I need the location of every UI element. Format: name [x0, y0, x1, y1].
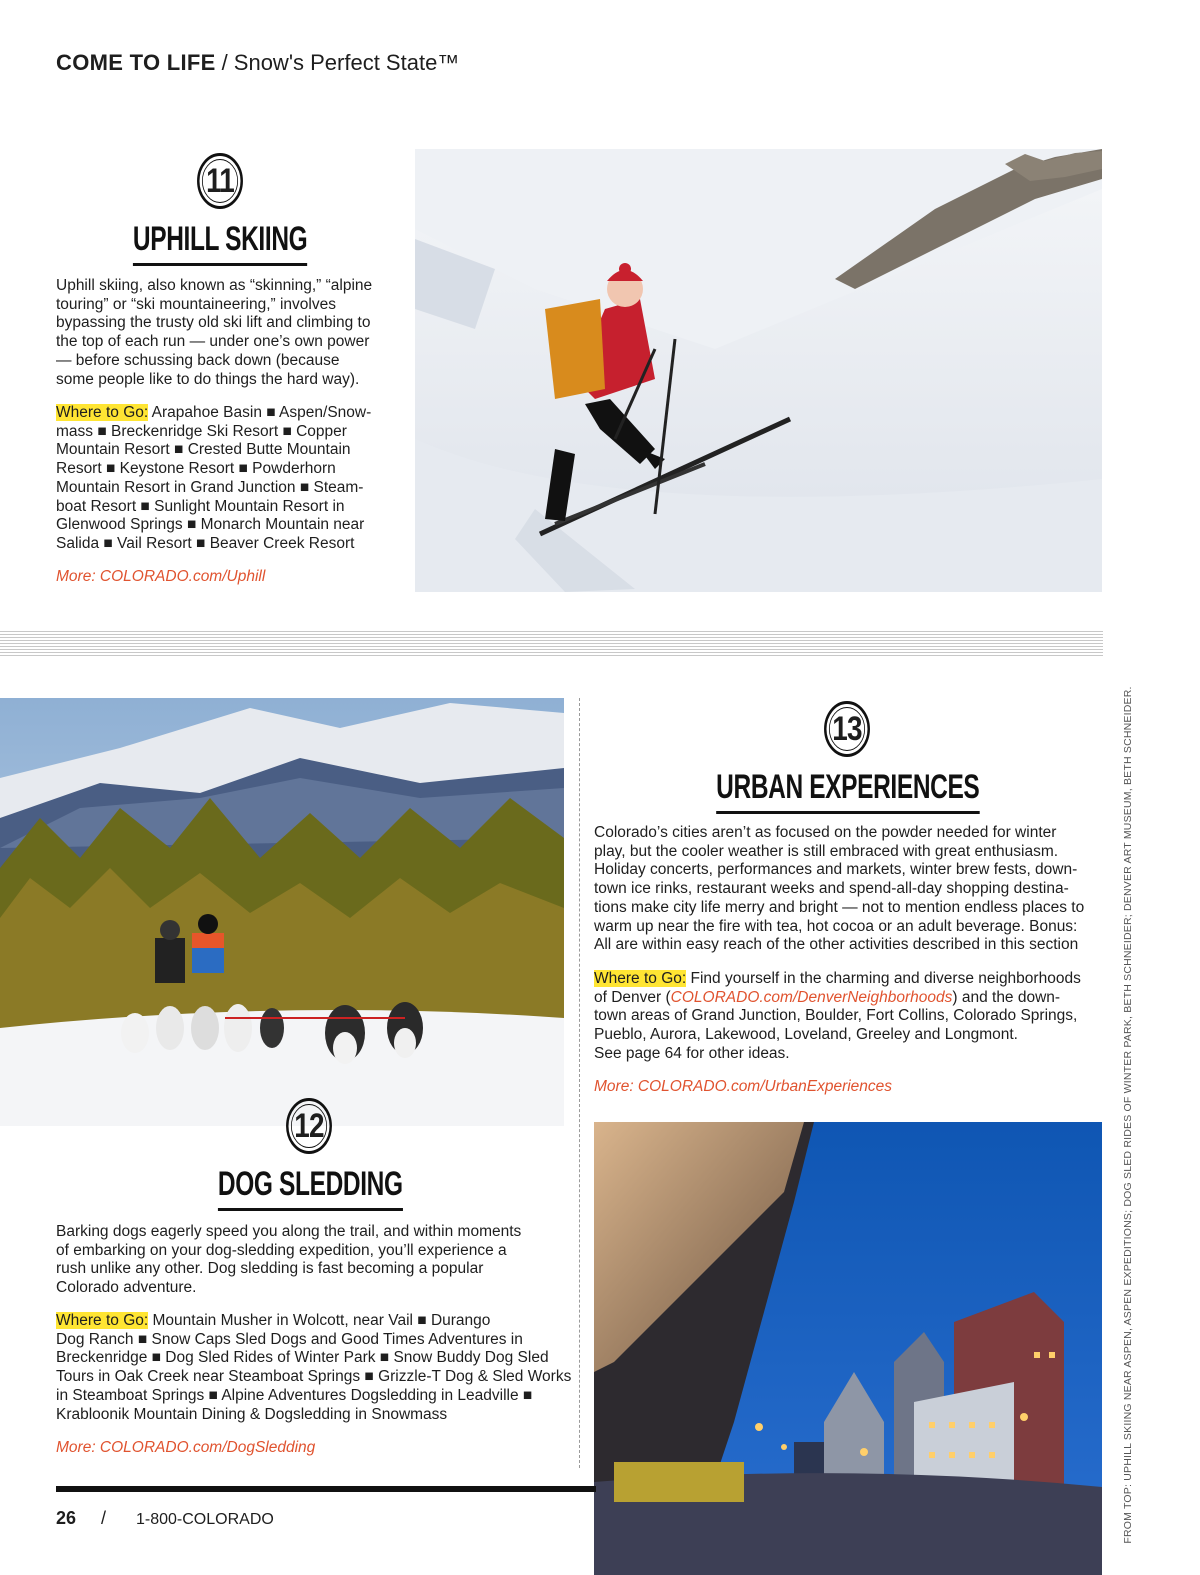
- uphill-skiing-photo: [415, 149, 1102, 592]
- where-line: Pueblo, Aurora, Lakewood, Loveland, Greeley and Longmont.: [594, 1026, 1018, 1044]
- dog-more-link[interactable]: More: COLORADO.com/DogSledding: [56, 1439, 316, 1456]
- where-line: Salida ■ Vail Resort ■ Beaver Creek Resort: [56, 534, 355, 552]
- where-line: Mountain Resort in Grand Junction ■ Steam-: [56, 478, 364, 496]
- where-to-go-label: Where to Go:: [594, 970, 687, 987]
- body-line: Colorado’s cities aren’t as focused on the powder needed for winter: [594, 824, 1057, 841]
- where-line: See page 64 for other ideas.: [594, 1044, 790, 1062]
- section-number: 13: [832, 709, 862, 748]
- where-to-go-label: Where to Go:: [56, 404, 149, 421]
- denver-neighborhoods-link[interactable]: COLORADO.com/DenverNeighborhoods: [670, 988, 953, 1006]
- page-number: 26: [56, 1508, 77, 1528]
- where-line: Krabloonik Mountain Dining & Dogsledding in Snowmass: [56, 1405, 448, 1423]
- body-line: play, but the cooler weather is still embraced with great enthusiasm.: [594, 842, 1059, 860]
- section-title: DOG SLEDDING: [218, 1165, 403, 1211]
- body-line: warm up near the fire with tea, hot cocoa or an adult beverage. Bonus:: [594, 917, 1078, 935]
- uphill-title-wrap: [100, 220, 340, 266]
- page-header: [56, 50, 459, 76]
- uphill-more-link[interactable]: More: COLORADO.com/Uphill: [56, 568, 266, 585]
- where-line: Tours in Oak Creek near Steamboat Springs ■ Grizzle-T Dog & Sled Works: [56, 1368, 572, 1386]
- where-line: mass ■ Breckenridge Ski Resort ■ Copper: [56, 422, 347, 440]
- dog-body: [56, 1223, 576, 1298]
- body-line: town ice rinks, restaurant weeks and spend-all-day shopping destina-: [594, 880, 1069, 898]
- where-line: Mountain Resort ■ Crested Butte Mountain: [56, 441, 351, 459]
- body-line: bypassing the trusty old ski lift and climbing to: [56, 314, 371, 332]
- dog-where: [56, 1312, 576, 1424]
- section-name: COME TO LIFE: [56, 50, 216, 75]
- column-divider: [579, 698, 580, 1468]
- body-line: the top of each run — under one’s own power: [56, 333, 370, 351]
- where-line: Arapahoe Basin ■ Aspen/Snow-: [151, 404, 372, 421]
- where-line: in Steamboat Springs ■ Alpine Adventures Dogsledding in Leadville ■: [56, 1386, 533, 1404]
- footer-separator: /: [101, 1508, 107, 1528]
- where-line: town areas of Grand Junction, Boulder, Fort Collins, Colorado Springs,: [594, 1007, 1078, 1025]
- body-line: Colorado adventure.: [56, 1279, 197, 1297]
- section-title: UPHILL SKIING: [133, 220, 307, 266]
- where-text: ) and the down-: [952, 988, 1061, 1006]
- dog-title-wrap: [190, 1165, 430, 1211]
- body-line: All are within easy reach of the other activities described in this section: [594, 936, 1079, 954]
- body-line: Holiday concerts, performances and markets, winter brew fests, down-: [594, 861, 1078, 879]
- where-line: Breckenridge ■ Dog Sled Rides of Winter Park ■ Snow Buddy Dog Sled: [56, 1349, 549, 1367]
- body-line: tions make city life merry and bright — not to mention endless places to: [594, 898, 1085, 916]
- where-line: Glenwood Springs ■ Monarch Mountain near: [56, 516, 365, 534]
- section-number: 12: [294, 1106, 324, 1145]
- body-line: Barking dogs eagerly speed you along the trail, and within moments: [56, 1223, 522, 1240]
- urban-where: [594, 970, 1104, 1064]
- header-subtitle: Snow's Perfect State™: [233, 50, 460, 75]
- footer-phone: 1-800-COLORADO: [136, 1511, 274, 1528]
- denver-art-museum-photo: [594, 1122, 1102, 1575]
- skier-illustration: [415, 149, 1102, 592]
- dog-sledding-photo: [0, 698, 564, 1126]
- header-separator: /: [221, 50, 228, 75]
- section-number-badge-12: [286, 1098, 332, 1154]
- where-text: of Denver (: [594, 988, 671, 1006]
- uphill-body: [56, 277, 396, 389]
- urban-more-link[interactable]: More: COLORADO.com/UrbanExperiences: [594, 1078, 893, 1095]
- photo-credits: FROM TOP: UPHILL SKIING NEAR ASPEN, ASPEN EXPEDITIONS; DOG SLED RIDES OF WINTER PARK, BETH SCHNEIDER; DENVER ART MUSEUM, BETH SCHNEIDER.: [1122, 686, 1134, 1544]
- body-line: touring” or “ski mountaineering,” involves: [56, 295, 336, 313]
- where-line: Dog Ranch ■ Snow Caps Sled Dogs and Good Times Adventures in: [56, 1330, 523, 1348]
- where-line: boat Resort ■ Sunlight Mountain Resort in: [56, 497, 345, 515]
- where-to-go-label: Where to Go:: [56, 1312, 149, 1329]
- uphill-where: [56, 404, 396, 554]
- dogsled-illustration: [0, 698, 564, 1126]
- footer-rule: [56, 1486, 596, 1492]
- section-number-badge-13: [824, 701, 870, 757]
- where-line: Mountain Musher in Wolcott, near Vail ■ Durango: [152, 1312, 491, 1329]
- urban-title-wrap: [698, 768, 998, 814]
- body-line: of embarking on your dog-sledding expedition, you’ll experience a: [56, 1241, 507, 1259]
- body-line: — before schussing back down (because: [56, 351, 340, 369]
- body-line: Uphill skiing, also known as “skinning,” “alpine: [56, 277, 373, 294]
- where-line: Find yourself in the charming and diverse neighborhoods: [690, 970, 1081, 987]
- urban-body: [594, 824, 1104, 955]
- section-number-badge-11: [197, 153, 243, 209]
- where-line: Resort ■ Keystone Resort ■ Powderhorn: [56, 460, 336, 478]
- section-divider: [0, 631, 1103, 658]
- body-line: some people like to do things the hard way).: [56, 370, 360, 388]
- section-title: URBAN EXPERIENCES: [716, 768, 979, 814]
- body-line: rush unlike any other. Dog sledding is fast becoming a popular: [56, 1260, 484, 1278]
- section-number: 11: [206, 161, 234, 200]
- city-illustration: [594, 1122, 1102, 1575]
